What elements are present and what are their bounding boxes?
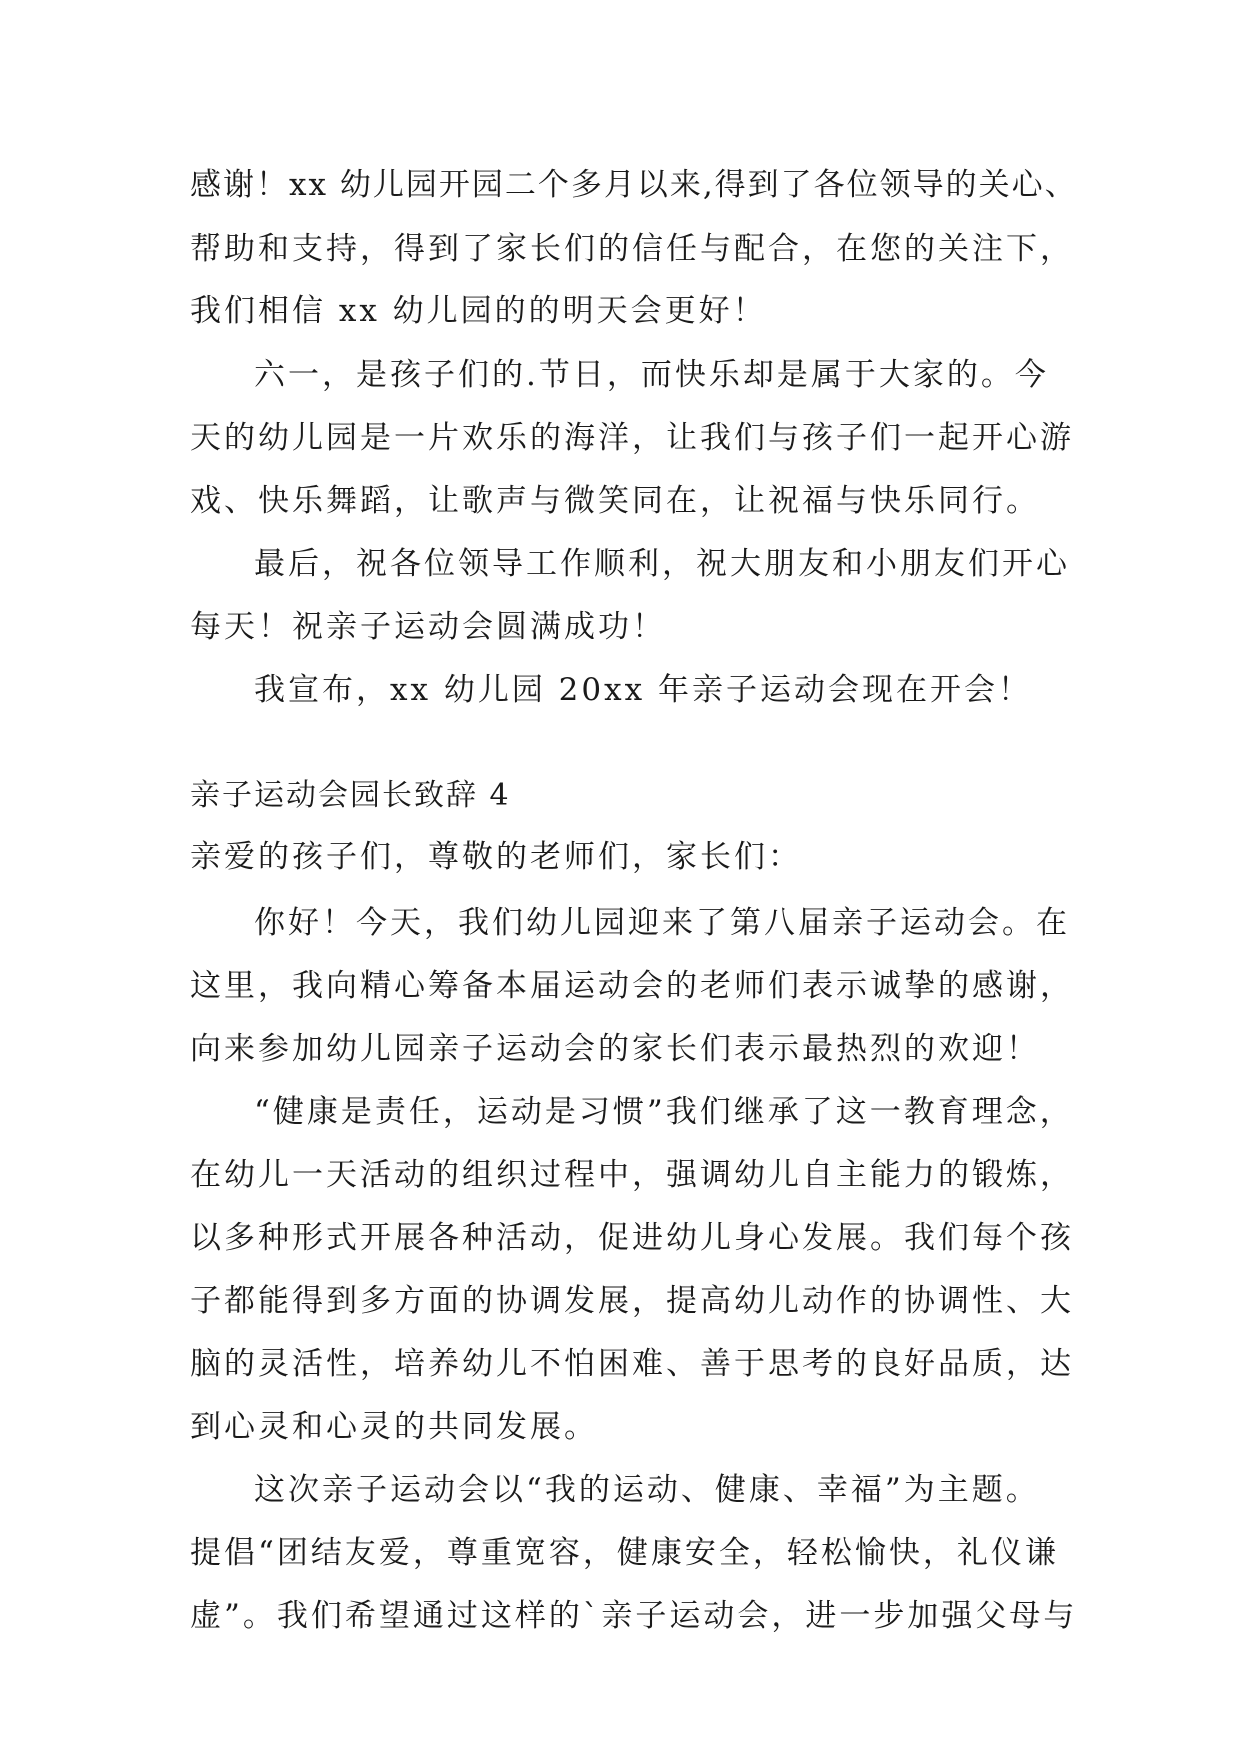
- text-line: 提倡“团结友爱，尊重宽容，健康安全，轻松愉快，礼仪谦: [190, 1535, 1059, 1571]
- text-line: 我们相信 xx 幼儿园的的明天会更好！: [190, 293, 767, 329]
- text-line: 脑的灵活性，培养幼儿不怕困难、善于思考的良好品质，达: [190, 1346, 1074, 1382]
- text-line: 你好！今天，我们幼儿园迎来了第八届亲子运动会。在: [254, 905, 1070, 941]
- text-line: 感谢！xx 幼儿园开园二个多月以来,得到了各位领导的关心、: [190, 167, 1078, 203]
- text-line: 到心灵和心灵的共同发展。: [190, 1409, 598, 1445]
- text-line: 天的幼儿园是一片欢乐的海洋，让我们与孩子们一起开心游: [190, 420, 1074, 456]
- text-line: 最后，祝各位领导工作顺利，祝大朋友和小朋友们开心: [254, 546, 1070, 582]
- text-line: 每天！祝亲子运动会圆满成功！: [190, 609, 666, 645]
- text-line: 这里，我向精心筹备本届运动会的老师们表示诚挚的感谢，: [190, 968, 1074, 1004]
- section-heading: 亲子运动会园长致辞 4: [190, 778, 511, 813]
- text-line: 这次亲子运动会以“我的运动、健康、幸福”为主题。: [254, 1472, 1040, 1508]
- text-line: 子都能得到多方面的协调发展，提高幼儿动作的协调性、大: [190, 1283, 1074, 1319]
- text-line: “健康是责任，运动是习惯”我们继承了这一教育理念，: [254, 1094, 1074, 1130]
- text-line: 六一，是孩子们的.节日，而快乐却是属于大家的。今: [254, 357, 1049, 393]
- text-line: 帮助和支持，得到了家长们的信任与配合，在您的关注下，: [190, 231, 1074, 267]
- text-line: 戏、快乐舞蹈，让歌声与微笑同在，让祝福与快乐同行。: [190, 483, 1040, 519]
- text-line: 在幼儿一天活动的组织过程中，强调幼儿自主能力的锻炼，: [190, 1157, 1074, 1193]
- salutation: 亲爱的孩子们，尊敬的老师们，家长们：: [190, 839, 802, 875]
- text-line: 我宣布，xx 幼儿园 20xx 年亲子运动会现在开会！: [254, 672, 1032, 708]
- text-line: 虚”。我们希望通过这样的`亲子运动会，进一步加强父母与: [190, 1598, 1078, 1634]
- text-line: 向来参加幼儿园亲子运动会的家长们表示最热烈的欢迎！: [190, 1031, 1040, 1067]
- text-line: 以多种形式开展各种活动，促进幼儿身心发展。我们每个孩: [190, 1220, 1074, 1256]
